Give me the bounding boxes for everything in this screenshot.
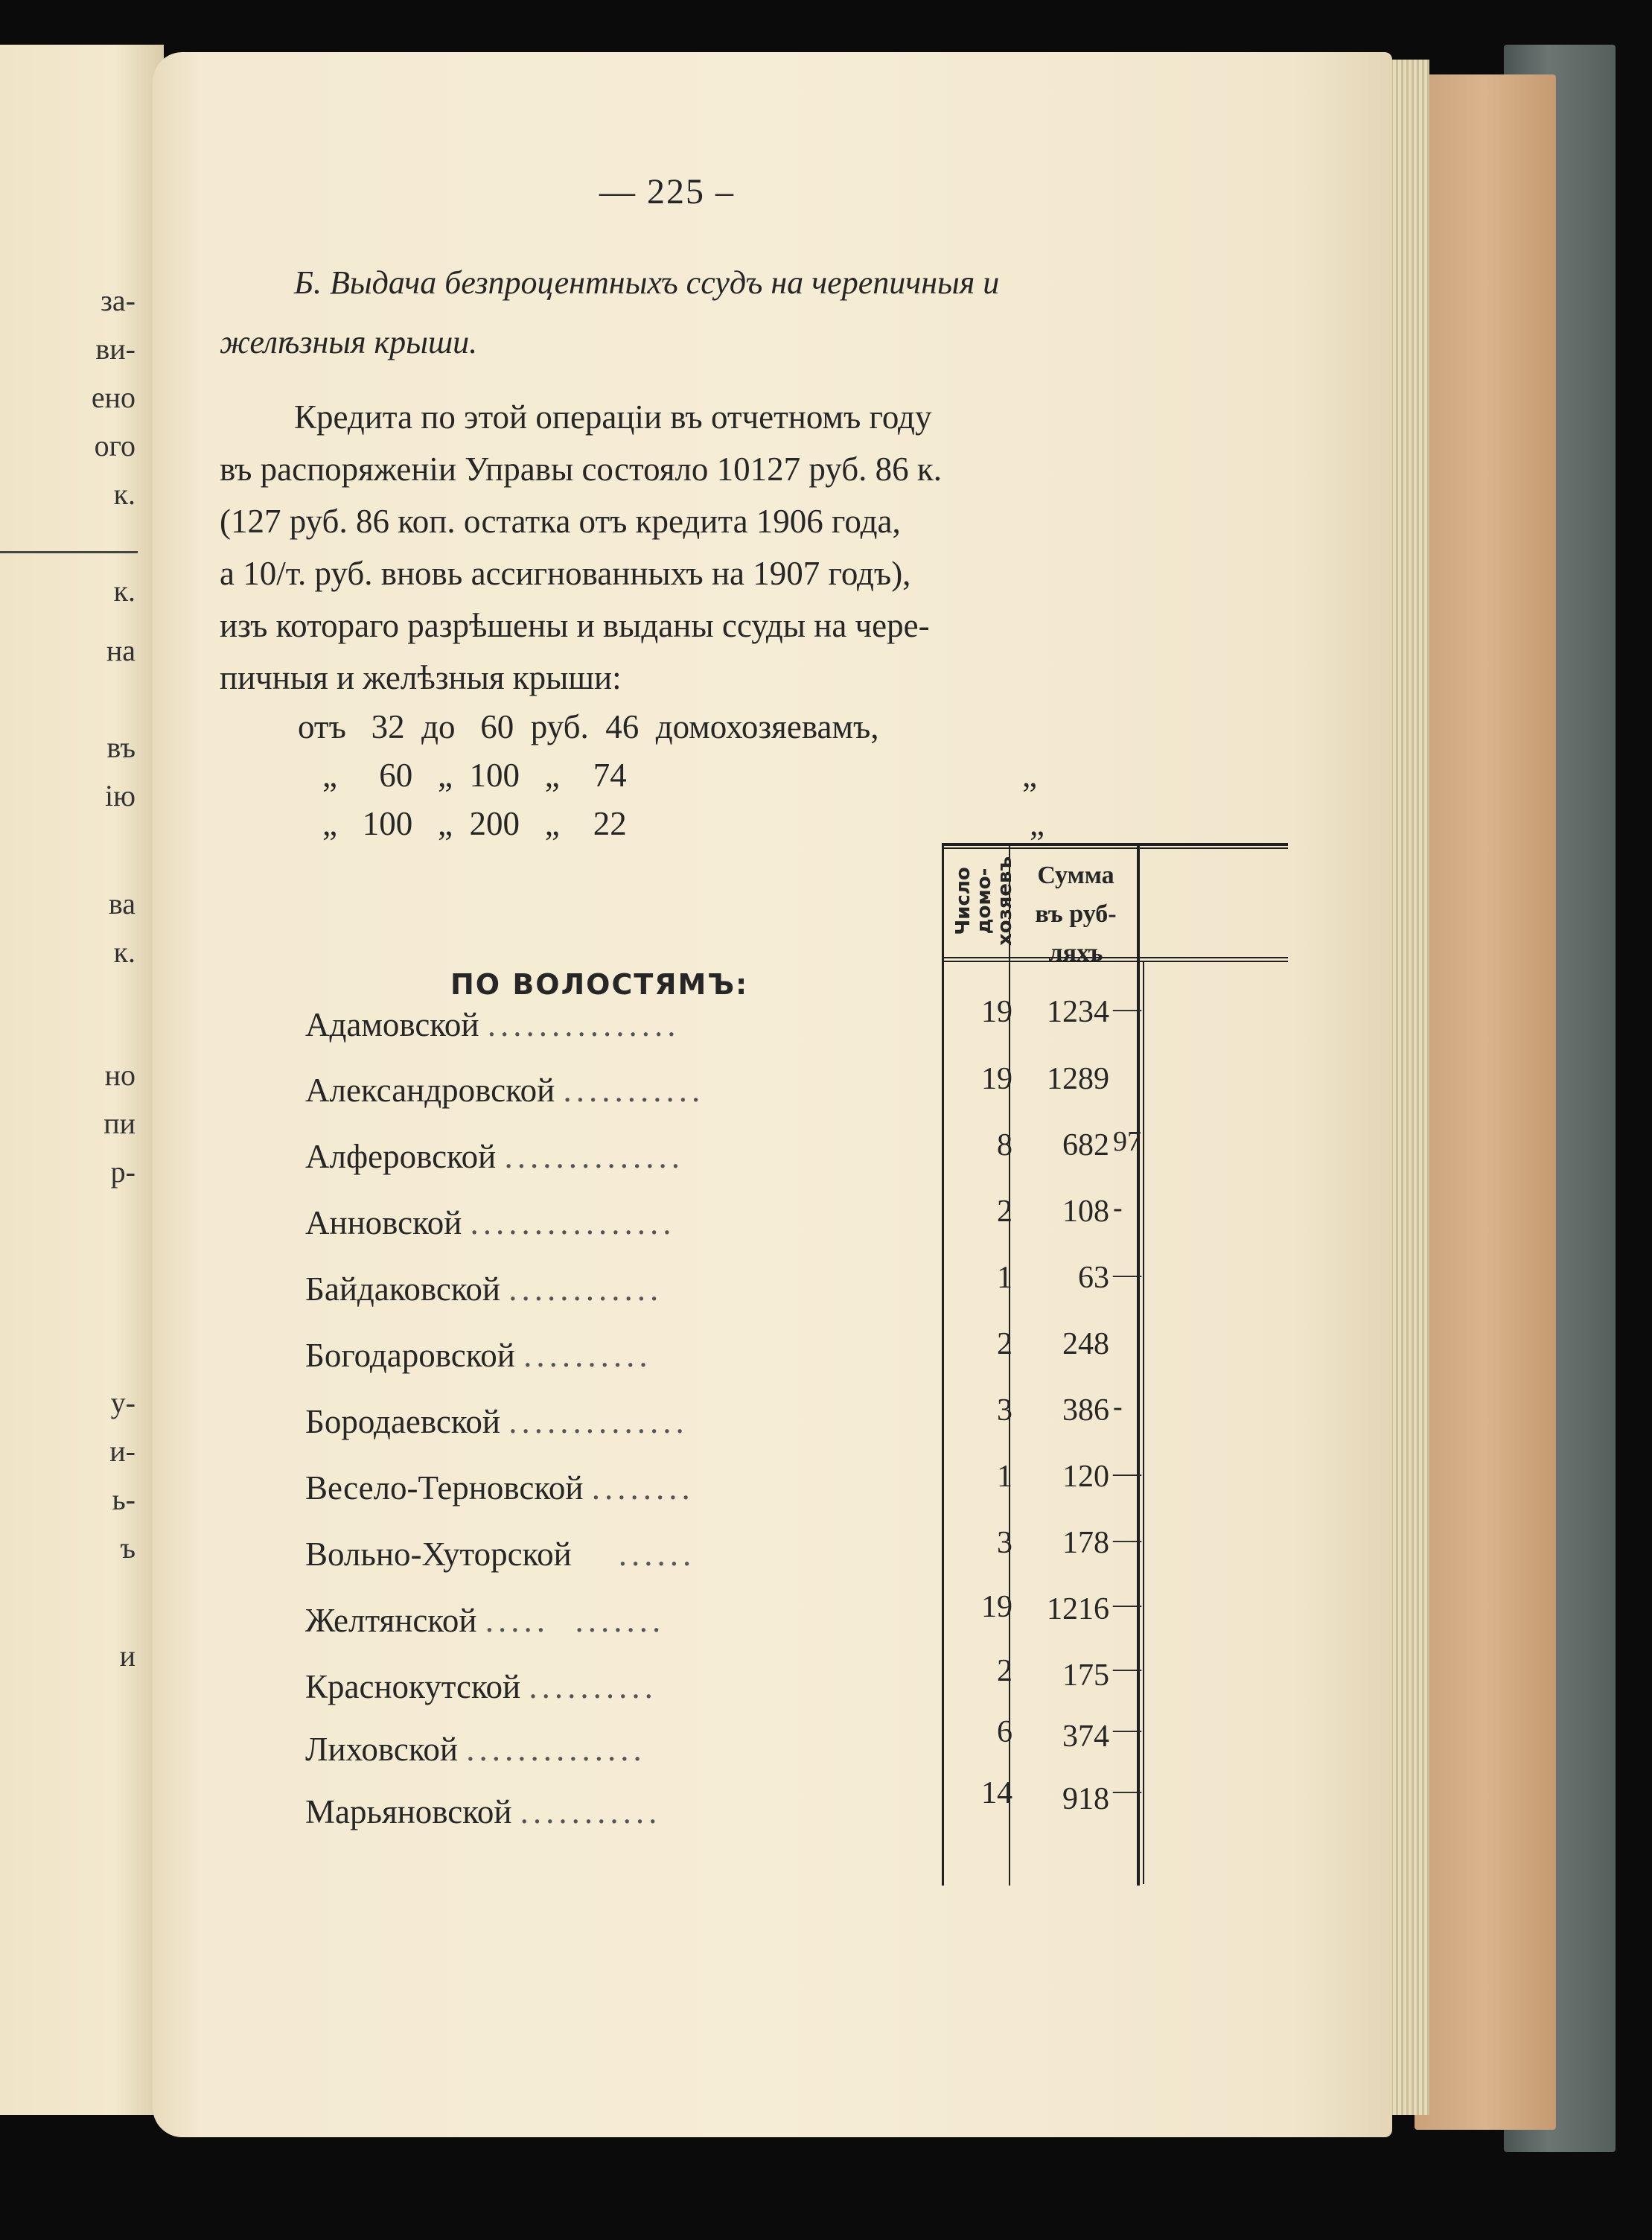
col-sum-line: ляхъ — [1048, 939, 1103, 967]
left-fragment: ъ — [120, 1531, 135, 1565]
range-mid: „ — [437, 757, 453, 794]
paragraph-line: (127 руб. 86 коп. остатка отъ кредита 1906 года, — [220, 503, 901, 540]
range-label: „ — [1022, 757, 1037, 794]
cell-rubles: 1289 — [1047, 1062, 1109, 1096]
section-title: ПО ВОЛОСТЯМЪ: — [450, 968, 749, 1001]
left-fragment: ва — [108, 887, 135, 920]
heading-line: Б. Выдача безпроцентныхъ ссудъ на черепичныя и — [294, 264, 1000, 301]
cell-kopecks: — — [1113, 1775, 1141, 1806]
cell-rubles: 682 — [1062, 1128, 1109, 1162]
paragraph — [220, 391, 1307, 704]
range-unit: руб. — [530, 708, 589, 745]
district-label: Бородаевской — [305, 1403, 501, 1440]
cell-households: 3 — [997, 1393, 1012, 1428]
cell-rubles: 178 — [1062, 1526, 1109, 1560]
cell-rubles: 175 — [1062, 1658, 1109, 1693]
table-top-rule — [942, 843, 1288, 846]
col-sum-header — [1012, 856, 1139, 973]
left-fragment: к. — [113, 935, 135, 969]
district-name: Лиховской .............. — [305, 1731, 646, 1768]
range-row — [322, 804, 1045, 843]
paragraph-line: а 10/т. руб. вновь ассигнованныхъ на 1907 годъ), — [220, 555, 911, 592]
left-fragment: к. — [113, 477, 135, 511]
cell-kopecks: — — [1113, 1457, 1141, 1489]
range-row — [322, 756, 1037, 795]
paragraph-line: въ распоряженіи Управы состояло 10127 руб. 86 к. — [220, 451, 942, 488]
left-fragment: на — [106, 634, 135, 667]
left-fragment: у- — [110, 1386, 135, 1419]
cell-rubles: 108 — [1062, 1194, 1109, 1229]
cell-rubles: 374 — [1062, 1719, 1109, 1754]
col-sum-line: въ руб- — [1035, 900, 1117, 928]
left-fragment: за- — [101, 284, 135, 317]
district-label: Александровской — [305, 1072, 555, 1109]
cell-rubles: 1216 — [1047, 1592, 1109, 1626]
range-to: 200 — [469, 805, 520, 842]
range-count: 74 — [593, 757, 627, 794]
range-unit: „ — [544, 805, 560, 842]
range-row — [298, 707, 878, 746]
district-label: Весело-Терновской — [305, 1469, 584, 1506]
range-count: 22 — [593, 805, 627, 842]
district-label: Вольно-Хуторской — [305, 1536, 572, 1573]
range-label: домохозяевамъ, — [655, 708, 879, 745]
cell-kopecks: 97 — [1113, 1126, 1141, 1157]
district-name: Желтянской ..... ....... — [305, 1602, 666, 1639]
cell-rubles: 63 — [1078, 1261, 1109, 1295]
district-name: Краснокутской .......... — [305, 1668, 657, 1705]
cell-households: 3 — [997, 1526, 1012, 1560]
district-label: Байдаковской — [305, 1270, 500, 1308]
cell-households: 19 — [981, 1590, 1012, 1624]
district-label: Краснокутской — [305, 1668, 521, 1705]
range-prefix: отъ — [298, 708, 346, 745]
left-rule — [0, 551, 138, 553]
district-name: Адамовской ............... — [305, 1006, 680, 1043]
heading-line: желѣзныя крыши. — [220, 324, 478, 360]
cell-kopecks: — — [1113, 1588, 1141, 1620]
district-label: Анновской — [305, 1204, 462, 1241]
left-fragment: ено — [91, 381, 135, 414]
left-fragment: и- — [109, 1434, 135, 1468]
range-label: „ — [1030, 805, 1045, 842]
cell-rubles: 120 — [1062, 1460, 1109, 1494]
district-name: Анновской ................ — [305, 1204, 676, 1241]
book-page — [153, 52, 1392, 2137]
paragraph-line: изъ котораго разрѣшены и выданы ссуды на чере- — [220, 607, 930, 644]
district-name: Богодаровской .......... — [305, 1337, 652, 1374]
cell-kopecks: — — [1113, 993, 1141, 1024]
left-fragment: пи — [103, 1107, 135, 1140]
range-mid: „ — [437, 805, 453, 842]
district-name: Весело-Терновской ........ — [305, 1469, 695, 1506]
cell-households: 2 — [997, 1327, 1012, 1361]
district-label: Богодаровской — [305, 1337, 515, 1374]
cell-households: 19 — [981, 1062, 1012, 1096]
range-from: 60 — [379, 757, 413, 794]
cell-households: 1 — [997, 1460, 1012, 1494]
range-prefix: „ — [322, 805, 337, 842]
cell-rubles: 1234 — [1047, 995, 1109, 1029]
cell-households: 1 — [997, 1261, 1012, 1295]
range-from: 32 — [371, 708, 405, 745]
cell-households: 14 — [981, 1776, 1012, 1810]
cell-households: 2 — [997, 1194, 1012, 1229]
range-prefix: „ — [322, 757, 337, 794]
left-page-fragment — [0, 45, 164, 2115]
district-name: Бородаевской .............. — [305, 1403, 689, 1440]
range-count: 46 — [605, 708, 640, 745]
page-number: — 225 – — [599, 172, 735, 211]
left-fragment: но — [104, 1058, 135, 1092]
cell-rubles: 248 — [1062, 1327, 1109, 1361]
range-from: 100 — [362, 805, 413, 842]
district-label: Адамовской — [305, 1006, 479, 1043]
cell-kopecks: — — [1113, 1714, 1141, 1745]
cell-rubles: 386 — [1062, 1393, 1109, 1428]
district-name: Марьяновской ........... — [305, 1793, 662, 1830]
left-fragment: и — [119, 1639, 135, 1673]
district-label: Алферовской — [305, 1138, 497, 1175]
cell-kopecks: — — [1113, 1259, 1141, 1290]
district-name: Вольно-Хуторской ...... — [305, 1536, 696, 1573]
cell-households: 8 — [997, 1128, 1012, 1162]
section-heading — [220, 253, 1314, 372]
left-fragment: р- — [110, 1155, 135, 1189]
paragraph-line: пичныя и желѣзныя крыши: — [220, 659, 622, 696]
left-fragment: ь- — [112, 1483, 135, 1516]
district-name: Алферовской .............. — [305, 1138, 684, 1175]
left-fragment: к. — [113, 574, 135, 608]
cell-rubles: 918 — [1062, 1782, 1109, 1816]
range-mid: до — [421, 708, 456, 745]
range-unit: „ — [544, 757, 560, 794]
left-fragment: въ — [106, 731, 135, 764]
district-name: Александровской ........... — [305, 1072, 705, 1109]
cell-households: 2 — [997, 1654, 1012, 1688]
cell-kopecks: - — [1113, 1391, 1123, 1422]
left-fragment: ого — [94, 429, 135, 462]
cell-kopecks: — — [1113, 1652, 1141, 1684]
col-households-header: Число домо-хозяевъ — [952, 856, 1016, 946]
left-fragment: ію — [105, 779, 135, 812]
district-label: Желтянской — [305, 1602, 477, 1639]
paragraph-line: Кредита по этой операціи въ отчетномъ году — [294, 398, 932, 436]
col-sum-line: Сумма — [1037, 862, 1114, 889]
cell-households: 19 — [981, 995, 1012, 1029]
range-to: 60 — [480, 708, 514, 745]
district-name: Байдаковской ............ — [305, 1270, 663, 1308]
district-label: Лиховской — [305, 1731, 459, 1768]
cell-kopecks: - — [1113, 1192, 1123, 1224]
left-fragment: ви- — [95, 332, 135, 366]
range-to: 100 — [469, 757, 520, 794]
cell-kopecks: — — [1113, 1524, 1141, 1555]
district-label: Марьяновской — [305, 1793, 512, 1830]
book-back-board — [1415, 74, 1556, 2130]
cell-households: 6 — [997, 1715, 1012, 1749]
